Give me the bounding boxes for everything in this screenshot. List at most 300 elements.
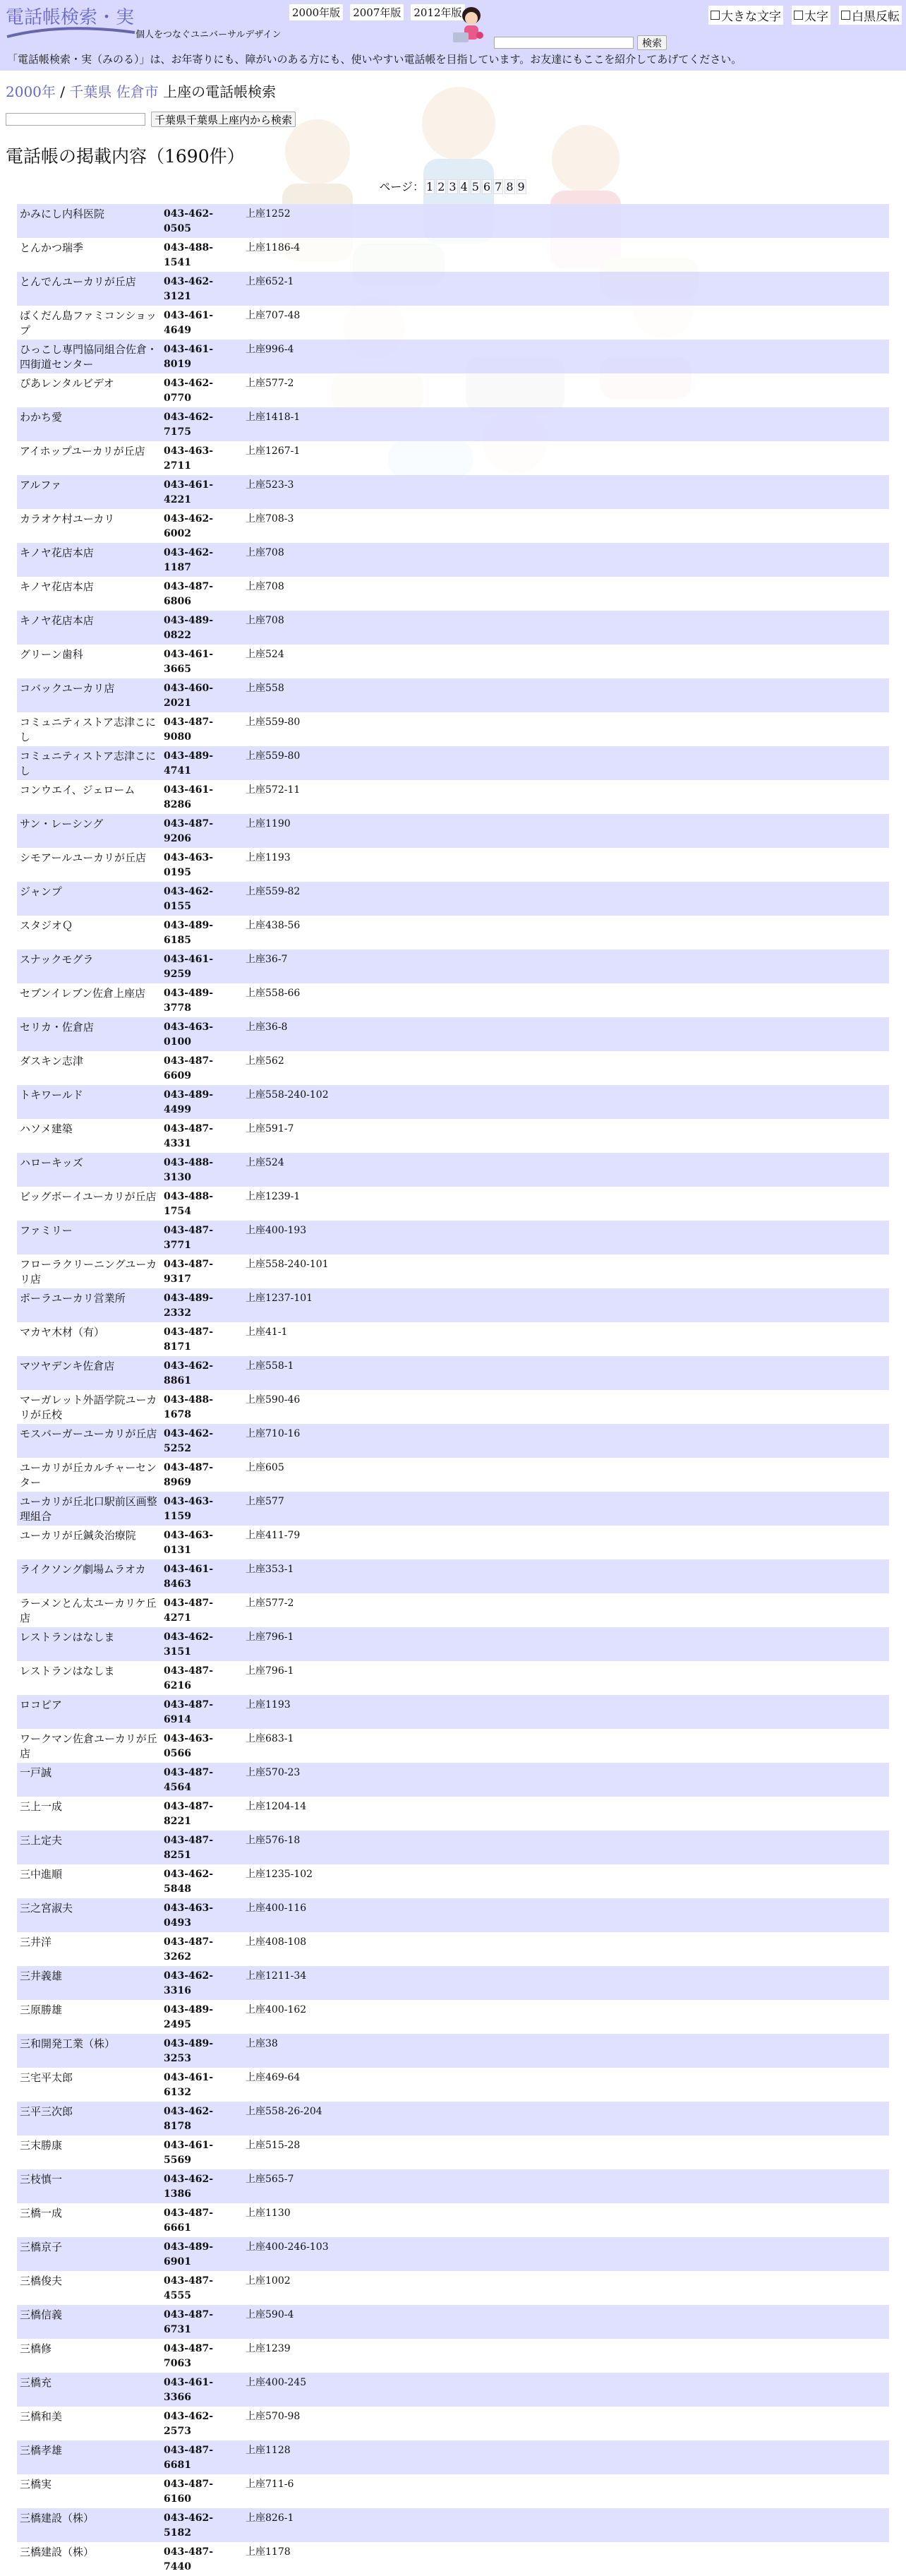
page-link[interactable]: 6 [483,180,491,193]
listing-row [17,1966,889,2000]
listing-phone: 043-487-6661 [161,2203,243,2237]
listing-address: 上座652-1 [243,272,889,306]
listing-address: 上座708 [243,543,889,577]
listing-row [17,1153,889,1187]
listing-row [17,983,889,1017]
listing-name: 三橋建設（株） [17,2542,161,2576]
listing-name: 三枝慎一 [17,2169,161,2203]
listing-name: トキワールド [17,1085,161,1119]
listing-name: アルファ [17,475,161,509]
listing-phone: 043-462-6002 [161,509,243,543]
listing-address: 上座400-162 [243,2000,889,2034]
listing-address: 上座41-1 [243,1322,889,1356]
listing-name: ビッグボーイユーカリが丘店 [17,1187,161,1221]
listing-row [17,2508,889,2542]
listing-phone: 043-489-4499 [161,1085,243,1119]
listing-address: 上座559-80 [243,712,889,746]
listing-phone: 043-463-0195 [161,848,243,882]
listing-address: 上座1193 [243,848,889,882]
listing-address: 上座1186-4 [243,238,889,272]
pagination-label: ページ： [379,180,424,193]
listing-row [17,577,889,611]
listing-row [17,1898,889,1932]
listing-address: 上座577 [243,1492,889,1526]
listing-phone: 043-487-6806 [161,577,243,611]
listing-phone: 043-487-8221 [161,1797,243,1831]
listing-address: 上座577-2 [243,1593,889,1627]
listing-phone: 043-488-1678 [161,1390,243,1424]
listing-row [17,1797,889,1831]
listing-row [17,712,889,746]
listing-address: 上座400-245 [243,2373,889,2407]
search-button[interactable]: 検索 [637,35,667,50]
listing-row [17,1526,889,1559]
listing-phone: 043-489-0822 [161,611,243,645]
listing-name: 三橋京子 [17,2237,161,2271]
page-link[interactable]: 4 [460,180,468,193]
listing-name: セリカ・佐倉店 [17,1017,161,1051]
listing-row [17,949,889,983]
listing-row [17,1254,889,1288]
listing-address: 上座1237-101 [243,1288,889,1322]
listing-row [17,2135,889,2169]
listing-phone: 043-462-3121 [161,272,243,306]
listing-phone: 043-461-8019 [161,340,243,373]
search-input[interactable] [494,37,634,49]
listing-phone: 043-461-3366 [161,2373,243,2407]
listing-name: ポーラユーカリ営業所 [17,1288,161,1322]
page-link[interactable]: 5 [471,180,479,193]
listing-address: 上座558-66 [243,983,889,1017]
listing-phone: 043-487-6160 [161,2474,243,2508]
listing-address: 上座353-1 [243,1559,889,1593]
page-link[interactable]: 3 [449,180,457,193]
listing-name: 三平三次郎 [17,2102,161,2135]
listing-phone: 043-487-6914 [161,1695,243,1729]
listing-row [17,678,889,712]
listing-name: マツヤデンキ佐倉店 [17,1356,161,1390]
listing-name: レストランはなしま [17,1661,161,1695]
listing-address: 上座559-80 [243,746,889,780]
listing-name: スナックモグラ [17,949,161,983]
listing-name: カラオケ村ユーカリ [17,509,161,543]
listing-address: 上座1190 [243,814,889,848]
listing-name: コバックユーカリ店 [17,678,161,712]
listing-phone: 043-463-0566 [161,1729,243,1763]
listing-row [17,1864,889,1898]
listing-row [17,1695,889,1729]
listing-phone: 043-487-8969 [161,1458,243,1492]
listing-name: 三之宮淑夫 [17,1898,161,1932]
listing-name: とんかつ瑞季 [17,238,161,272]
listing-row [17,882,889,916]
listing-phone: 043-489-6185 [161,916,243,949]
listing-name: 三和開発工業（株） [17,2034,161,2068]
listing-row [17,2542,889,2576]
listing-row [17,848,889,882]
listing-row [17,441,889,475]
listing-phone: 043-487-7440 [161,2542,243,2576]
listing-phone: 043-461-6132 [161,2068,243,2102]
listing-name: 三橋充 [17,2373,161,2407]
listing-phone: 043-489-3253 [161,2034,243,2068]
listing-name: フローラクリーニングユーカリ店 [17,1254,161,1288]
listing-address: 上座590-4 [243,2305,889,2339]
listing-row [17,475,889,509]
listing-row [17,2474,889,2508]
listing-row [17,1661,889,1695]
listing-phone: 043-487-4331 [161,1119,243,1153]
listing-address: 上座1002 [243,2271,889,2305]
listing-name: モスバーガーユーカリが丘店 [17,1424,161,1458]
listing-phone: 043-462-8861 [161,1356,243,1390]
listing-row [17,1458,889,1492]
tagline: 個人をつなぐユニバーサルデザイン [135,30,282,40]
edition-2007-link[interactable]: 2007年版 [350,4,404,20]
listing-address: 上座558-26-204 [243,2102,889,2135]
listing-name: レストランはなしま [17,1627,161,1661]
listing-address: 上座996-4 [243,340,889,373]
invert-label: 白黒反転 [852,10,900,24]
listing-address: 上座400-193 [243,1221,889,1254]
listing-phone: 043-488-1754 [161,1187,243,1221]
listing-phone: 043-489-4741 [161,746,243,780]
listing-phone: 043-489-2332 [161,1288,243,1322]
intro-text: 「電話帳検索・実（みのる）」は、お年寄りにも、障がいのある方にも、使いやすい電話帳を目指しています。お友達にもここを紹介してあげてください。 [7,53,742,66]
listing-row [17,611,889,645]
listing-address: 上座570-98 [243,2407,889,2440]
listing-row [17,814,889,848]
listing-row [17,1559,889,1593]
listing-row [17,204,889,238]
listing-address: 上座1204-14 [243,1797,889,1831]
listing-name: 三中進順 [17,1864,161,1898]
logo-swoosh-icon [6,24,136,40]
breadcrumb-current: 上座の電話帳検索 [163,83,277,100]
listing-address: 上座1130 [243,2203,889,2237]
listing-address: 上座708-3 [243,509,889,543]
listing-phone: 043-489-6901 [161,2237,243,2271]
listing-name: ばくだん島ファミコンショップ [17,306,161,340]
listing-address: 上座36-8 [243,1017,889,1051]
listing-address: 上座710-16 [243,1424,889,1458]
listing-phone: 043-487-8171 [161,1322,243,1356]
local-search-button[interactable]: 千葉県千葉県上座内から検索 [151,112,296,127]
listing-name: マカヤ木材（有） [17,1322,161,1356]
listing-address: 上座577-2 [243,373,889,407]
listing-table [17,204,889,2576]
listing-row [17,2271,889,2305]
logo-text: 電話帳検索・実 [6,7,135,28]
listing-phone: 043-462-0770 [161,373,243,407]
listing-name: コンウエイ、ジェローム [17,780,161,814]
listing-row [17,1017,889,1051]
large-text-checkbox[interactable] [711,11,720,20]
listing-row [17,1187,889,1221]
listing-name: ジャンプ [17,882,161,916]
listing-name: 三橋建設（株） [17,2508,161,2542]
listing-phone: 043-462-2573 [161,2407,243,2440]
listing-name: スタジオＱ [17,916,161,949]
listing-address: 上座590-46 [243,1390,889,1424]
listing-address: 上座565-7 [243,2169,889,2203]
listing-row [17,1119,889,1153]
listing-phone: 043-462-5848 [161,1864,243,1898]
listing-address: 上座400-246-103 [243,2237,889,2271]
listing-row [17,1763,889,1797]
listing-address: 上座605 [243,1458,889,1492]
listing-name: ハローキッズ [17,1153,161,1187]
listing-address: 上座1128 [243,2440,889,2474]
listing-address: 上座524 [243,1153,889,1187]
listing-row [17,645,889,678]
listing-name: ワークマン佐倉ユーカリが丘店 [17,1729,161,1763]
listing-row [17,1593,889,1627]
large-text-option[interactable] [708,6,783,25]
listing-address: 上座523-3 [243,475,889,509]
listing-phone: 043-462-0505 [161,204,243,238]
listing-phone: 043-462-1187 [161,543,243,577]
listing-address: 上座570-23 [243,1763,889,1797]
invert-option[interactable] [839,6,902,25]
listing-row [17,1831,889,1864]
listing-phone: 043-487-3771 [161,1221,243,1254]
listing-row [17,1085,889,1119]
listing-phone: 043-487-6609 [161,1051,243,1085]
large-text-label: 大きな文字 [721,10,781,24]
listing-phone: 043-462-3151 [161,1627,243,1661]
bold-label: 太字 [804,10,828,24]
listing-name: 三末勝康 [17,2135,161,2169]
edition-links [289,4,465,20]
listing-row [17,2373,889,2407]
listing-row [17,509,889,543]
listing-address: 上座400-116 [243,1898,889,1932]
listing-phone: 043-487-6731 [161,2305,243,2339]
listing-row [17,1288,889,1322]
listing-name: シモアールユーカリが丘店 [17,848,161,882]
listing-row [17,272,889,306]
listing-address: 上座683-1 [243,1729,889,1763]
page-link[interactable]: 2 [437,180,445,193]
listing-address: 上座1239 [243,2339,889,2373]
listing-name: マーガレット外語学院ユーカリが丘校 [17,1390,161,1424]
listing-address: 上座708 [243,611,889,645]
listing-address: 上座1193 [243,1695,889,1729]
listing-phone: 043-462-5252 [161,1424,243,1458]
edition-2000-link[interactable]: 2000年版 [289,4,343,20]
site-header [0,0,906,71]
listing-address: 上座1211-34 [243,1966,889,2000]
listing-name: ユーカリが丘北口駅前区画整理組合 [17,1492,161,1526]
listing-phone: 043-463-0100 [161,1017,243,1051]
listing-row [17,407,889,441]
listing-address: 上座562 [243,1051,889,1085]
listing-row [17,1390,889,1424]
invert-checkbox[interactable] [841,11,850,20]
listing-name: 三橋一成 [17,2203,161,2237]
listing-phone: 043-487-9080 [161,712,243,746]
listing-address: 上座36-7 [243,949,889,983]
operator-mascot-icon [450,4,491,45]
listing-phone: 043-463-0131 [161,1526,243,1559]
listing-address: 上座469-64 [243,2068,889,2102]
page-link[interactable]: 7 [495,180,502,193]
page-link[interactable]: 1 [426,180,434,193]
listing-address: 上座558-1 [243,1356,889,1390]
listing-address: 上座708 [243,577,889,611]
listing-name: キノヤ花店本店 [17,543,161,577]
listing-phone: 043-488-3130 [161,1153,243,1187]
page-link[interactable]: 9 [517,180,525,193]
listing-phone: 043-461-8463 [161,1559,243,1593]
listing-name: 三井洋 [17,1932,161,1966]
listing-name: ダスキン志津 [17,1051,161,1085]
listing-name: ユーカリが丘鍼灸治療院 [17,1526,161,1559]
listing-address: 上座707-48 [243,306,889,340]
listing-name: 三橋信義 [17,2305,161,2339]
listing-row [17,1356,889,1390]
listing-row [17,2034,889,2068]
listing-name: 三橋和美 [17,2407,161,2440]
listing-phone: 043-487-4555 [161,2271,243,2305]
listing-phone: 043-461-4649 [161,306,243,340]
listing-name: ライクソング劇場ムラオカ [17,1559,161,1593]
listing-address: 上座796-1 [243,1627,889,1661]
listing-phone: 043-462-8178 [161,2102,243,2135]
listing-phone: 043-462-5182 [161,2508,243,2542]
listing-name: コミュニティストア志津こにし [17,746,161,780]
listing-address: 上座559-82 [243,882,889,916]
listing-name: コミュニティストア志津こにし [17,712,161,746]
listing-name: かみにし内科医院 [17,204,161,238]
listing-row [17,2339,889,2373]
page-link[interactable]: 8 [506,180,514,193]
listing-row [17,373,889,407]
listing-address: 上座1239-1 [243,1187,889,1221]
listing-address: 上座1418-1 [243,407,889,441]
listing-row [17,306,889,340]
pagination [0,178,906,194]
listing-name: ハソメ建築 [17,1119,161,1153]
listing-address: 上座796-1 [243,1661,889,1695]
listing-phone: 043-489-2495 [161,2000,243,2034]
listing-name: キノヤ花店本店 [17,611,161,645]
listing-row [17,1932,889,1966]
listing-address: 上座515-28 [243,2135,889,2169]
listing-row [17,2407,889,2440]
listing-name: アイホップユーカリが丘店 [17,441,161,475]
listing-address: 上座438-56 [243,916,889,949]
listing-address: 上座1235-102 [243,1864,889,1898]
listing-row [17,1424,889,1458]
listing-row [17,543,889,577]
listing-name: ファミリー [17,1221,161,1254]
breadcrumb-separator: / [55,83,70,100]
listing-phone: 043-463-1159 [161,1492,243,1526]
listing-phone: 043-487-4564 [161,1763,243,1797]
display-options [708,6,902,25]
listing-phone: 043-461-8286 [161,780,243,814]
local-search-input[interactable] [6,113,145,126]
listing-name: ユーカリが丘カルチャーセンター [17,1458,161,1492]
listing-row [17,2305,889,2339]
listing-address: 上座591-7 [243,1119,889,1153]
listing-name: サン・レーシング [17,814,161,848]
edition-2012-link[interactable]: 2012年版 [411,4,464,20]
listing-name: 三橋俊夫 [17,2271,161,2305]
listing-row [17,916,889,949]
listing-row [17,340,889,373]
listing-phone: 043-487-6681 [161,2440,243,2474]
listing-phone: 043-461-9259 [161,949,243,983]
listing-address: 上座711-6 [243,2474,889,2508]
listing-name: 三上定夫 [17,1831,161,1864]
listing-row [17,2203,889,2237]
listing-row [17,780,889,814]
listing-name: 三原勝雄 [17,2000,161,2034]
bold-checkbox[interactable] [794,11,803,20]
listing-phone: 043-462-3316 [161,1966,243,2000]
listing-row [17,746,889,780]
listing-address: 上座572-11 [243,780,889,814]
listing-row [17,2000,889,2034]
listing-address: 上座558-240-101 [243,1254,889,1288]
listing-name: 三橋孝雄 [17,2440,161,2474]
listing-phone: 043-462-7175 [161,407,243,441]
site-logo[interactable] [6,3,136,38]
listing-address: 上座1178 [243,2542,889,2576]
listing-address: 上座408-108 [243,1932,889,1966]
listing-phone: 043-461-4221 [161,475,243,509]
listing-name: ぴあレンタルビデオ [17,373,161,407]
listing-name: 三橋修 [17,2339,161,2373]
breadcrumb-prefecture-link[interactable]: 千葉県 [69,83,112,100]
listing-row [17,1729,889,1763]
listing-name: ひっこし専門協同組合佐倉・四街道センター [17,340,161,373]
listing-name: キノヤ花店本店 [17,577,161,611]
breadcrumb-year-link[interactable]: 2000年 [6,83,56,100]
listing-name: 三宅平太郎 [17,2068,161,2102]
listing-address: 上座576-18 [243,1831,889,1864]
listing-phone: 043-462-1386 [161,2169,243,2203]
listing-phone: 043-463-2711 [161,441,243,475]
listing-row [17,1627,889,1661]
listing-name: 一戸誠 [17,1763,161,1797]
page-title: 電話帳の掲載内容（1690件） [6,146,245,167]
listing-name: 三橋実 [17,2474,161,2508]
listing-address: 上座38 [243,2034,889,2068]
listing-name: グリーン歯科 [17,645,161,678]
listing-row [17,2102,889,2135]
listing-name: セブンイレブン佐倉上座店 [17,983,161,1017]
listing-name: ロコピア [17,1695,161,1729]
bold-option[interactable] [792,6,830,25]
listing-row [17,2169,889,2203]
listing-address: 上座558 [243,678,889,712]
listing-phone: 043-463-0493 [161,1898,243,1932]
listing-address: 上座411-79 [243,1526,889,1559]
listing-phone: 043-487-7063 [161,2339,243,2373]
listing-phone: 043-487-9317 [161,1254,243,1288]
listing-phone: 043-487-4271 [161,1593,243,1627]
listing-name: ラーメンとん太ユーカリケ丘店 [17,1593,161,1627]
listing-name: 三井義雄 [17,1966,161,2000]
listing-row [17,1492,889,1526]
listing-row [17,238,889,272]
listing-row [17,1221,889,1254]
breadcrumb-city-link[interactable]: 佐倉市 [116,83,159,100]
